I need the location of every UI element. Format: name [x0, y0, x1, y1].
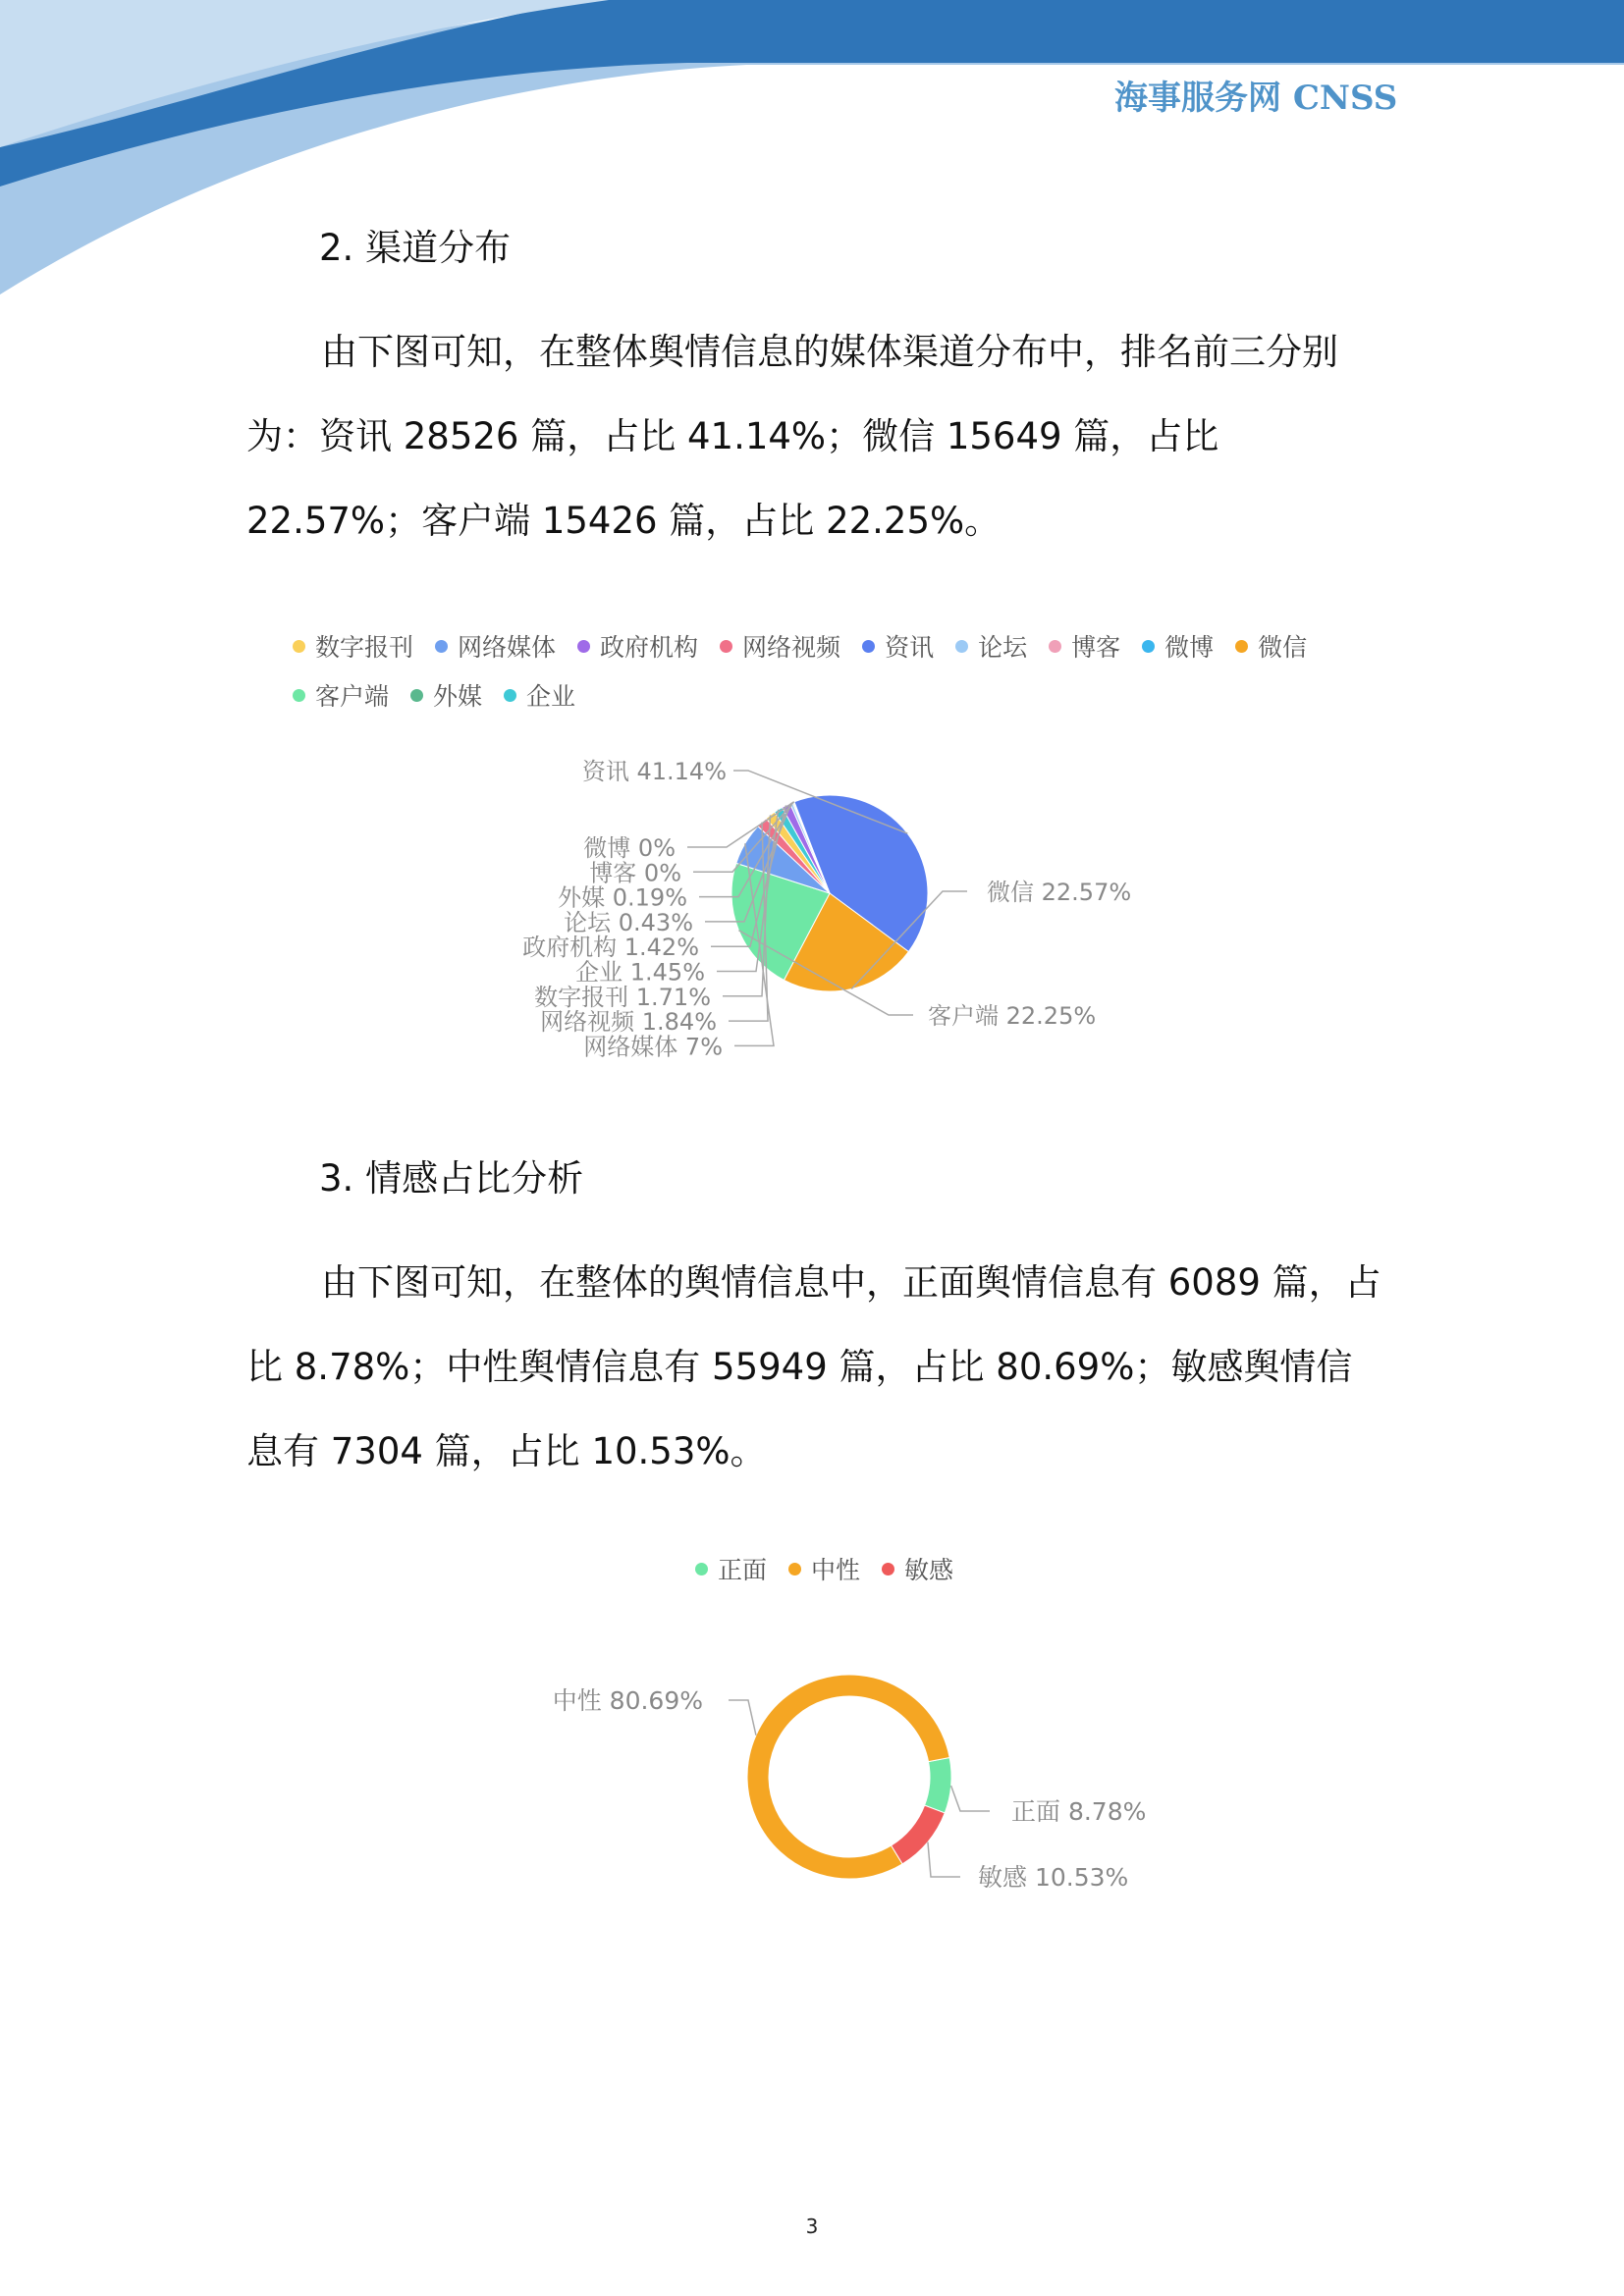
sentiment-legend-item[interactable] [882, 1551, 953, 1586]
pie-slice-label: 政府机构 1.42% [522, 934, 699, 962]
donut-slice-label: 敏感 10.53% [978, 1863, 1129, 1892]
legend-marker-icon [1235, 640, 1248, 653]
channel-legend-item[interactable] [504, 677, 575, 713]
section-heading-channel: 2. 渠道分布 [319, 227, 512, 269]
channel-legend-item[interactable] [720, 628, 840, 664]
legend-label: 敏感 [904, 1556, 954, 1584]
legend-marker-icon [695, 1563, 708, 1575]
pie-slice-label: 客户端 22.25% [928, 1002, 1097, 1030]
donut-slice[interactable] [892, 1805, 946, 1864]
legend-marker-icon [955, 640, 968, 653]
pie-slice-label: 网络视频 1.84% [540, 1008, 717, 1037]
legend-label: 网络媒体 [458, 633, 557, 662]
donut-leader-line [928, 1842, 960, 1877]
legend-label: 博客 [1071, 633, 1121, 662]
channel-legend-item[interactable] [862, 628, 934, 664]
channel-legend-item[interactable] [293, 677, 389, 713]
channel-legend-item[interactable] [1235, 628, 1307, 664]
section-paragraph-channel: 由下图可知，在整体舆情信息的媒体渠道分布中，排名前三分别为：资讯 28526 篇，占比 41.14%；微信 15649 篇，占比 22.57%；客户端 15426 篇，占比 22.25%。 [246, 331, 1338, 542]
sentiment-chart-legend [695, 1551, 953, 1586]
legend-marker-icon [293, 689, 305, 702]
channel-legend-item[interactable] [577, 628, 698, 664]
legend-marker-icon [862, 640, 875, 653]
pie-slice-label: 资讯 41.14% [581, 758, 727, 785]
legend-marker-icon [882, 1563, 894, 1575]
section-heading-sentiment: 3. 情感占比分析 [319, 1157, 584, 1200]
channel-legend-item[interactable] [1142, 628, 1214, 664]
channel-legend-item[interactable] [293, 628, 413, 664]
channel-legend-item[interactable] [955, 628, 1027, 664]
section-paragraph-sentiment: 由下图可知，在整体的舆情信息中，正面舆情信息有 6089 篇，占比 8.78%；中性舆情信息有 55949 篇，占比 80.69%；敏感舆情信息有 7304 篇，占比 10.53%。 [246, 1261, 1381, 1472]
legend-label: 资讯 [885, 633, 935, 662]
legend-label: 外媒 [433, 682, 483, 711]
pie-slice-label: 微信 22.57% [987, 879, 1132, 906]
donut-slice-label: 正面 8.78% [1011, 1797, 1147, 1826]
legend-label: 政府机构 [600, 633, 699, 662]
legend-marker-icon [720, 640, 732, 653]
donut-slice-label: 中性 80.69% [552, 1686, 703, 1715]
sentiment-legend-item[interactable] [695, 1551, 767, 1586]
pie-slice-label: 论坛 0.43% [564, 908, 693, 936]
channel-legend-item[interactable] [1049, 628, 1120, 664]
page-number: 3 [805, 2215, 819, 2238]
legend-label: 微博 [1164, 633, 1215, 662]
legend-marker-icon [435, 640, 448, 653]
legend-label: 数字报刊 [315, 633, 414, 662]
sentiment-donut-chart [0, 1620, 1624, 1944]
channel-legend-item[interactable] [410, 677, 482, 713]
pie-slice-label: 博客 0% [589, 859, 681, 887]
sentiment-legend-item[interactable] [788, 1551, 860, 1586]
legend-label: 客户端 [315, 682, 390, 711]
legend-marker-icon [293, 640, 305, 653]
legend-label: 网络视频 [742, 633, 841, 662]
legend-marker-icon [1142, 640, 1155, 653]
channel-chart-legend [293, 628, 1392, 713]
pie-slice-label: 微博 0% [583, 834, 676, 862]
donut-slice[interactable] [925, 1758, 951, 1813]
legend-marker-icon [577, 640, 590, 653]
legend-label: 论坛 [978, 633, 1028, 662]
pie-slice-label: 外媒 0.19% [558, 883, 687, 912]
channel-legend-item[interactable] [435, 628, 556, 664]
pie-slice-label: 网络媒体 7% [583, 1033, 723, 1061]
legend-label: 企业 [526, 682, 576, 711]
pie-slice-label: 企业 1.45% [575, 958, 705, 987]
brand-title: 海事服务网 CNSS [1114, 79, 1398, 118]
legend-label: 微信 [1258, 633, 1308, 662]
donut-leader-line [951, 1786, 990, 1811]
legend-marker-icon [410, 689, 423, 702]
legend-marker-icon [788, 1563, 801, 1575]
header-decoration [0, 0, 1624, 304]
legend-label: 中性 [811, 1556, 861, 1584]
legend-marker-icon [504, 689, 516, 702]
channel-pie-chart [0, 726, 1624, 1178]
legend-label: 正面 [718, 1556, 768, 1584]
pie-slice-label: 数字报刊 1.71% [534, 983, 711, 1011]
donut-leader-line [729, 1700, 756, 1735]
legend-marker-icon [1049, 640, 1061, 653]
